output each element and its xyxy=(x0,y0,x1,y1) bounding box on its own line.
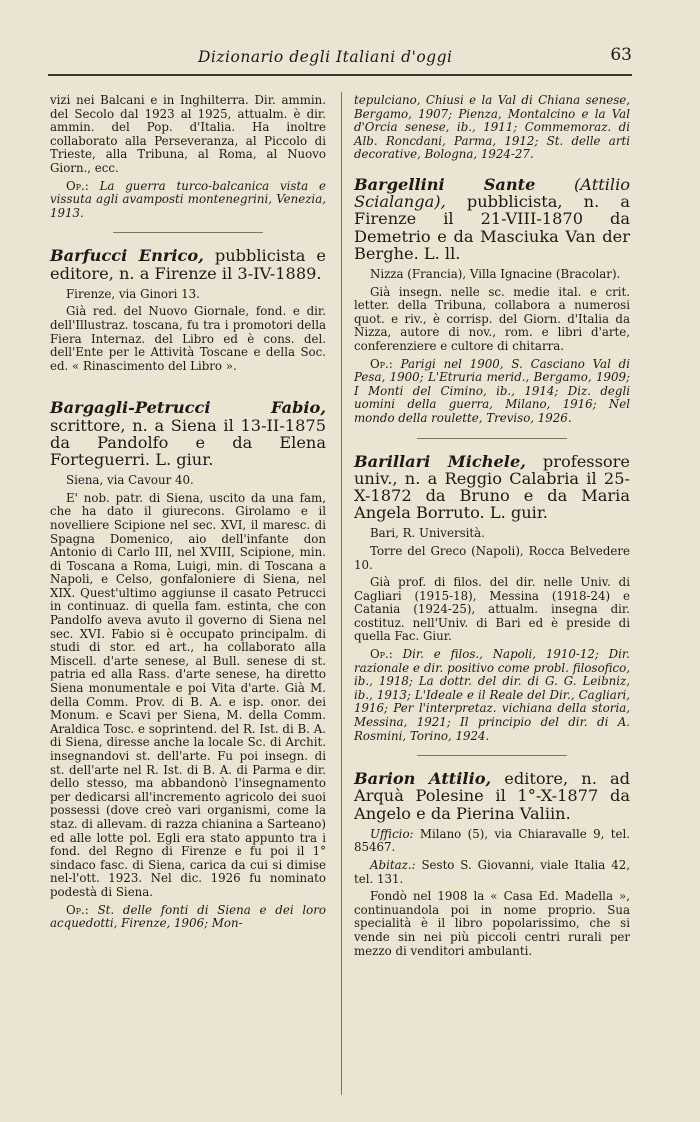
running-title: Dizionario degli Italiani d'oggi xyxy=(198,48,453,66)
entry-name: Bargagli-Petrucci Fabio, xyxy=(50,398,326,418)
works-label: Op.: xyxy=(370,356,393,371)
entry-heading-barillari xyxy=(354,453,630,522)
works-label: Op.: xyxy=(66,902,89,917)
entry-separator xyxy=(417,755,567,756)
entry-name: Barion Attilio, xyxy=(354,769,492,789)
home-label: Abitaz.: xyxy=(370,858,416,873)
home-text: Sesto S. Giovanni, viale Italia 42, tel. 131. xyxy=(354,858,630,886)
column-divider xyxy=(341,92,342,1095)
entry-works xyxy=(354,648,630,743)
entry-body: Fondò nel 1908 la « Casa Ed. Madella », continuandola poi in nome proprio. Sua specialità è il libro popolarissimo, che si vende sin nei più piccoli centri rurali per mezzo di venditori ambulanti. xyxy=(354,889,630,958)
works-text: La guerra turco-balcanica vista e vissuta agli avamposti montenegrini, Venezia, 1913. xyxy=(50,178,326,220)
entry-body: Già red. del Nuovo Giornale, fond. e dir. dell'Illustraz. toscana, fu tra i promotori della Fiera Internaz. del Libro ed è cons. del. dell'Ente per le Attività Toscane e della Soc. ed. « Rinascimento del Libro ». xyxy=(50,304,326,373)
entry-office xyxy=(354,828,630,855)
continued-text: vizi nei Balcani e in Inghilterra. Dir. ammin. del Secolo dal 1923 al 1925, attualm. è dir. ammin. del Pop. d'Italia. Ha inoltre collaborato alla Perseveranza, al Piccolo di Trieste, alla Tribuna, al Roma, al Nuovo Giorn., ecc. xyxy=(50,93,326,175)
continued-works: tepulciano, Chiusi e la Val di Chiana senese, Bergamo, 1907; Pienza, Montalcino e la Val d'Orcia senese, ib., 1911; Commemoraz. di Alb. Roncdani, Parma, 1912; St. delle arti decorative, Bologna, 1924-27. xyxy=(354,93,630,162)
entry-description: pubblicista, n. a Firenze il 21-VIII-1870 da Demetrio e da Masciuka Van der Berghe. L. ll. xyxy=(354,192,630,263)
entry-address: Torre del Greco (Napoli), Rocca Belvedere 10. xyxy=(354,543,630,572)
works-label: Op.: xyxy=(370,647,393,662)
works-label: Op.: xyxy=(66,178,89,193)
entry-heading-barfucci xyxy=(50,247,326,281)
entry-pseudonym: (Attilio Scialanga), xyxy=(354,174,630,212)
entry-heading-bargagli-petrucci xyxy=(50,399,326,468)
office-text: Milano (5), via Chiaravalle 9, tel. 85467. xyxy=(354,826,630,855)
entry-description: professore univ., n. a Reggio Calabria il 25-X-1872 da Bruno e da Maria Angela Borruto. L. guir. xyxy=(354,451,630,523)
entry-name: Bargellini Sante xyxy=(354,174,536,194)
right-column xyxy=(354,94,630,962)
spacer xyxy=(50,377,326,385)
entry-description: pubblicista e editore, n. a Firenze il 3-IV-1889. xyxy=(50,246,326,283)
works-text: Parigi nel 1900, S. Casciano Val di Pesa, 1900; L'Etruria merid., Bergamo, 1909; I Monti del Cimino, ib., 1914; Diz. degli uomini della guerra, Milano, 1916; Nel mondo della roulette, Treviso, 1926. xyxy=(354,356,631,425)
entry-heading-barion xyxy=(354,770,630,822)
entry-name: Barillari Michele, xyxy=(354,451,526,471)
page-number: 63 xyxy=(610,45,632,65)
entry-address: Bari, R. Università. xyxy=(370,526,485,541)
page-header xyxy=(48,40,632,76)
entry-works xyxy=(354,358,630,426)
entry-home xyxy=(354,859,630,886)
entry-address: Nizza (Francia), Villa Ignacine (Bracolar). xyxy=(370,266,621,281)
entry-description: editore, n. ad Arquà Polesine il 1°-X-1877 da Angelo e da Pierina Valiin. xyxy=(354,769,630,823)
entry-works xyxy=(50,904,326,931)
entry-address: Siena, via Cavour 40. xyxy=(66,473,194,488)
entry-separator xyxy=(113,232,263,233)
entry-body: Già prof. di filos. del dir. nelle Univ. di Cagliari (1915-18), Messina (1918-24) e Catania (1924-25), attualm. insegna dir. costituz. nell'Univ. di Bari ed è preside di quella Fac. Giur. xyxy=(354,575,630,644)
entry-description: scrittore, n. a Siena il 13-II-1875 da Pandolfo e da Elena Forteguerri. L. giur. xyxy=(50,415,326,469)
entry-address: Firenze, via Ginori 13. xyxy=(66,286,200,301)
entry-separator xyxy=(417,438,567,439)
office-label: Ufficio: xyxy=(370,826,414,841)
works-text: Dir. e filos., Napoli, 1910-12; Dir. razionale e dir. positivo come probl. filosofico, ib., 1918; La dottr. del dir. di G. G. Leibniz, ib., 1913; L'Ideale e il Reale del Dir., Cagliari, 1916; Per l'interpretaz. vichiana della storia, Messina, 1921; Il principio del dir. di A. Rosmini, Torino, 1924. xyxy=(354,647,631,743)
entry-name: Barfucci Enrico, xyxy=(50,246,204,266)
left-column xyxy=(50,94,326,935)
entry-body: E' nob. patr. di Siena, uscito da una fam, che ha dato il giurecons. Girolamo e il novelliere Scipione nel sec. XVI, il maresc. di Spagna Domenico, aio dell'infante don Antonio di Carlo III, nel XVIII, Scipione, min. di Toscana a Roma, Luigi, min. di Toscana a Napoli, e Celso, gonfaloniere di Siena, nel XIX. Quest'ultimo aggiunse il casato Petrucci in continuaz. di quella fam. estinta, che con Pandolfo aveva avuto il governo di Siena nel sec. XVI. Fabio si è occupato principalm. di studi di stor. ed art., ha collaborato alla Miscell. d'arte senese, al Bull. senese di st. patria ed alla Rass. d'arte senese, ha diretto Siena monumentale e poi Vita d'arte. Già M. della Comm. Prov. di B. A. e isp. onor. dei Monum. e Scavi per Siena, M. della Comm. Araldica Tosc. e soprintend. del R. Ist. di B. A. di Siena, diresse anche la locale Sc. di Archit. insegnandovi st. dell'arte. Fu poi insegn. di st. dell'arte nel R. Ist. di B. A. di Parma e dir. dello stesso, ma abbandonò l'insegnamento per dedicarsi all'incremento agricolo dei suoi possessi (dove creò vari organismi, come la staz. di allevam. di razza chianina a Sarteano) ed alle lotte pol. Egli era stato appunto tra i fond. del Regno di Firenze e fu poi il 1° sindaco fasc. di Siena, carica da cui si dimise nel-l'ott. 1923. Nel dic. 1926 fu nominato podestà di Siena. xyxy=(50,490,326,899)
entry-heading-bargellini xyxy=(354,176,630,262)
entry-body: Già insegn. nelle sc. medie ital. e crit. letter. della Tribuna, collabora a numerosi quot. e riv., è corrisp. del Giorn. d'Italia da Nizza, autore di nov., rom. e libri d'arte, conferenziere e cultore di chitarra. xyxy=(354,284,630,353)
continued-works xyxy=(50,180,326,221)
works-text: St. delle fonti di Siena e dei loro acquedotti, Firenze, 1906; Mon- xyxy=(50,902,326,931)
